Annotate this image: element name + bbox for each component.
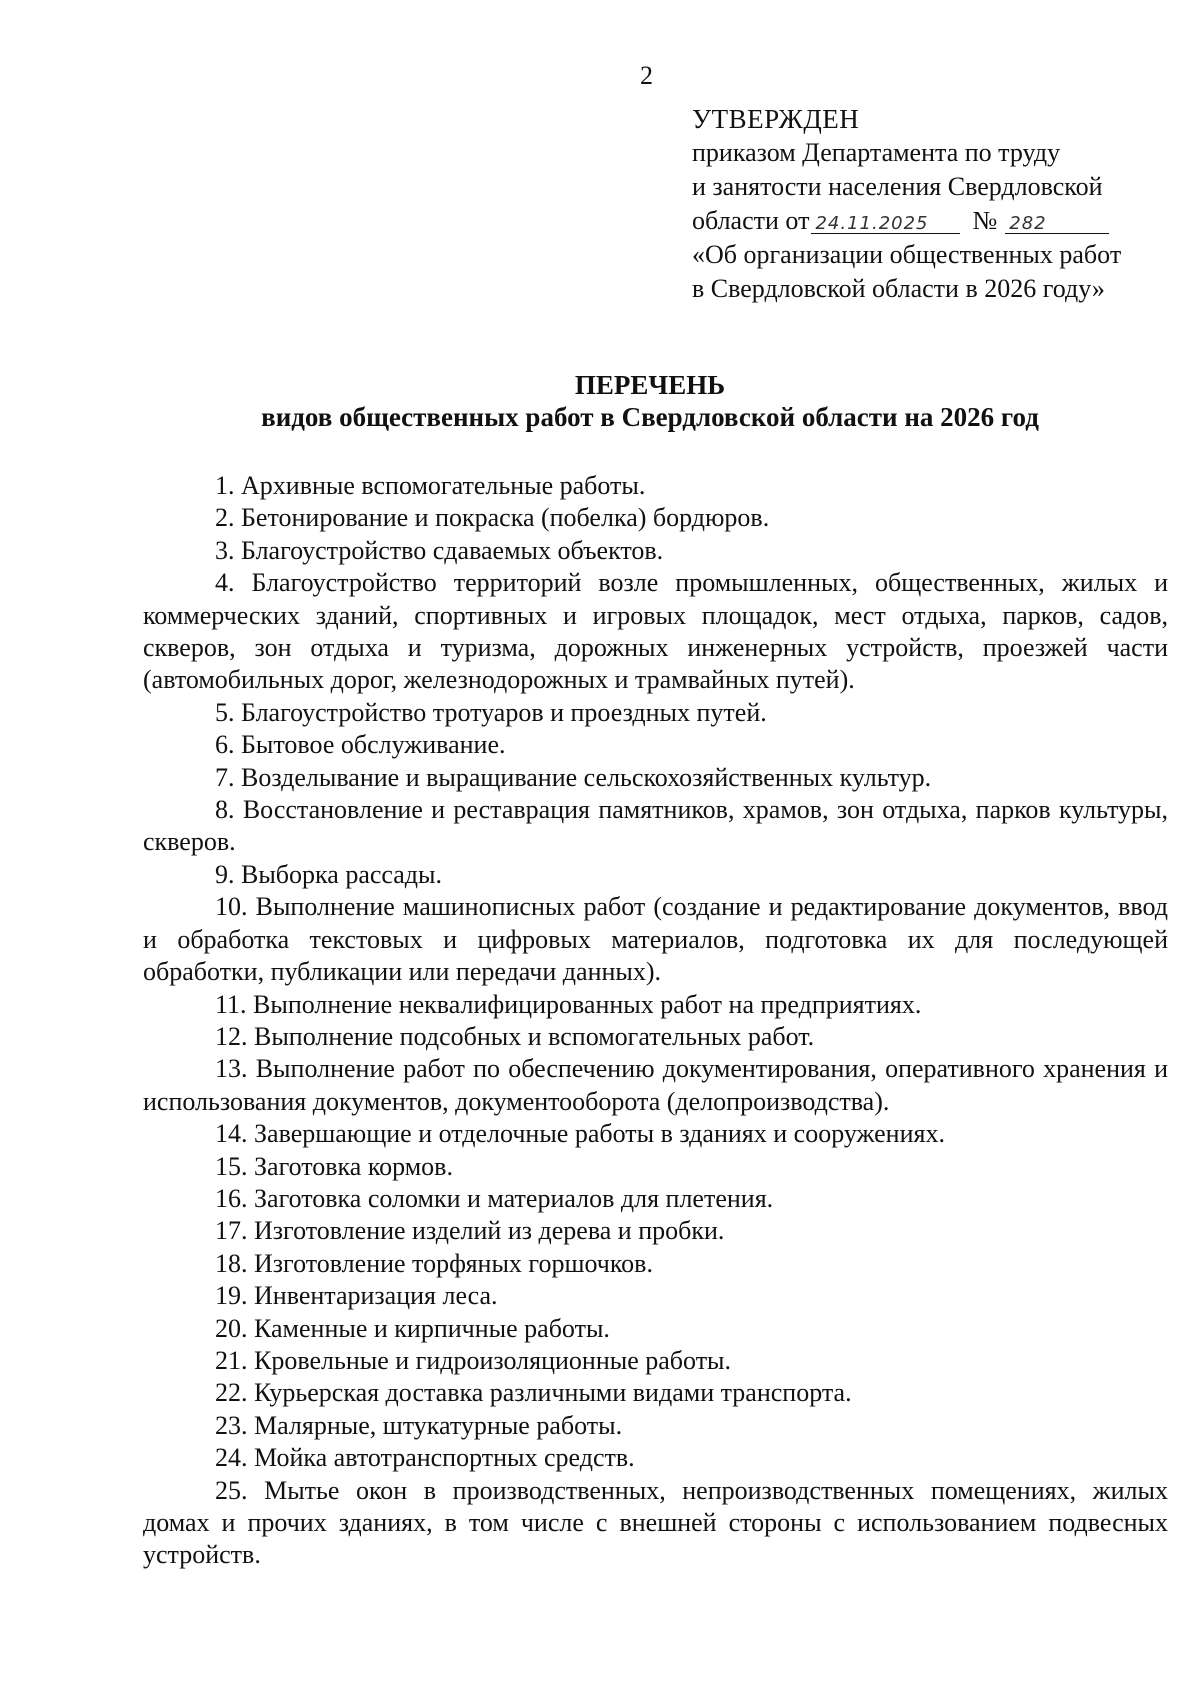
- handwritten-date: 24.11.2025: [811, 207, 960, 234]
- list-item: 23. Малярные, штукатурные работы.: [215, 1410, 623, 1440]
- approval-title: УТВЕРЖДЕН: [692, 104, 860, 134]
- approval-line-1: приказом Департамента по труду: [692, 138, 1061, 167]
- list-item: 21. Кровельные и гидроизоляционные работы.: [215, 1345, 732, 1375]
- list-item: 13. Выполнение работ по обеспечению документирования, оперативного хранения и использования документов, документооборота (делопроизводства).: [143, 1054, 1168, 1116]
- approval-line-5: в Свердловской области в 2026 году»: [692, 274, 1105, 303]
- list-item: 18. Изготовление торфяных горшочков.: [215, 1248, 653, 1278]
- page-number: 2: [640, 61, 653, 90]
- list-item: 6. Бытовое обслуживание.: [215, 730, 506, 760]
- handwritten-number: 282: [1005, 207, 1109, 234]
- approval-line-3: [692, 204, 1172, 238]
- list-item: 24. Мойка автотранспортных средств.: [215, 1443, 635, 1473]
- list-item: 12. Выполнение подсобных и вспомогательных работ.: [215, 1021, 815, 1051]
- list-item: 20. Каменные и кирпичные работы.: [215, 1313, 610, 1343]
- list-item: 10. Выполнение машинописных работ (создание и редактирование документов, ввод и обработка текстовых и цифровых материалов, подготовка их для последующей обработки, публикации или передачи данных).: [143, 892, 1168, 987]
- document-title: ПЕРЕЧЕНЬ: [574, 370, 726, 400]
- list-item: 11. Выполнение неквалифицированных работ на предприятиях.: [215, 989, 922, 1019]
- list-item: 7. Возделывание и выращивание сельскохозяйственных культур.: [215, 762, 932, 792]
- list-item: 17. Изготовление изделий из дерева и пробки.: [215, 1216, 725, 1246]
- list-item: 3. Благоустройство сдаваемых объектов.: [215, 535, 664, 565]
- list-item: 15. Заготовка кормов.: [215, 1151, 453, 1181]
- list-item: 22. Курьерская доставка различными видами транспорта.: [215, 1378, 852, 1408]
- approval-line-2: и занятости населения Свердловской: [692, 172, 1103, 201]
- list-item: 9. Выборка рассады.: [215, 859, 442, 889]
- list-item: 25. Мытье окон в производственных, непроизводственных помещениях, жилых домах и прочих зданиях, в том числе с внешней стороны с использованием подвесных устройств.: [143, 1475, 1168, 1570]
- approval-block: [692, 102, 1172, 306]
- list-item: 16. Заготовка соломки и материалов для плетения.: [215, 1183, 774, 1213]
- list-item: 14. Завершающие и отделочные работы в зданиях и сооружениях.: [215, 1119, 945, 1149]
- works-list: [143, 470, 1168, 1572]
- number-sign: №: [972, 206, 998, 235]
- list-item: 4. Благоустройство территорий возле промышленных, общественных, жилых и коммерческих зданий, спортивных и игровых площадок, мест отдыха, парков, садов, скверов, зон отдыха и туризма, дорожных инженерных устройств, проезжей части (автомобильных дорог, железнодорожных и трамвайных путей).: [143, 568, 1168, 695]
- list-item: 19. Инвентаризация леса.: [215, 1281, 498, 1311]
- approval-line-4: «Об организации общественных работ: [692, 240, 1122, 269]
- approval-date-prefix: области от: [692, 206, 810, 235]
- list-item: 8. Восстановление и реставрация памятников, храмов, зон отдыха, парков культуры, скверов.: [143, 795, 1168, 857]
- list-item: 2. Бетонирование и покраска (побелка) бордюров.: [215, 503, 770, 533]
- document-subtitle: видов общественных работ в Свердловской области на 2026 год: [261, 402, 1039, 432]
- list-item: 1. Архивные вспомогательные работы.: [215, 471, 646, 500]
- list-item: 5. Благоустройство тротуаров и проездных путей.: [215, 697, 767, 727]
